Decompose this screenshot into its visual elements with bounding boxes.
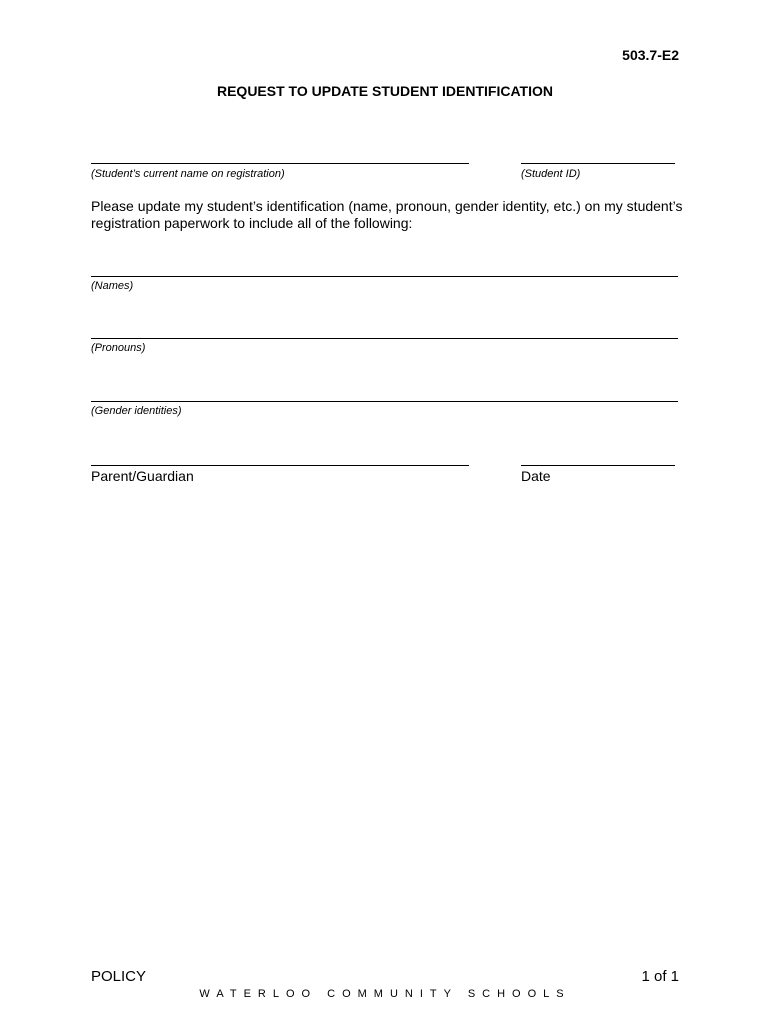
footer-policy-label: POLICY (91, 968, 147, 985)
student-name-line[interactable] (91, 163, 469, 164)
form-title: REQUEST TO UPDATE STUDENT IDENTIFICATION (216, 83, 553, 99)
student-id-caption: (Student ID) (521, 168, 581, 180)
instructions-text: Please update my student’s identification (name, pronoun, gender identity, etc.) on my student’s registration paperwork to include all of the following: (91, 198, 683, 231)
footer-page-number: 1 of 1 (641, 968, 679, 985)
footer-school-name: WATERLOO COMMUNITY SCHOOLS (199, 988, 571, 1000)
parent-guardian-caption: Parent/Guardian (91, 468, 194, 484)
names-caption: (Names) (91, 280, 134, 292)
names-line[interactable] (91, 276, 678, 277)
student-id-line[interactable] (521, 163, 675, 164)
date-caption: Date (521, 468, 551, 484)
pronouns-caption: (Pronouns) (91, 342, 146, 354)
gender-identities-line[interactable] (91, 401, 678, 402)
form-code: 503.7-E2 (622, 47, 679, 63)
parent-guardian-signature-line[interactable] (91, 465, 469, 466)
gender-identities-caption: (Gender identities) (91, 405, 182, 417)
date-line[interactable] (521, 465, 675, 466)
student-name-caption: (Student’s current name on registration) (91, 168, 285, 180)
pronouns-line[interactable] (91, 338, 678, 339)
